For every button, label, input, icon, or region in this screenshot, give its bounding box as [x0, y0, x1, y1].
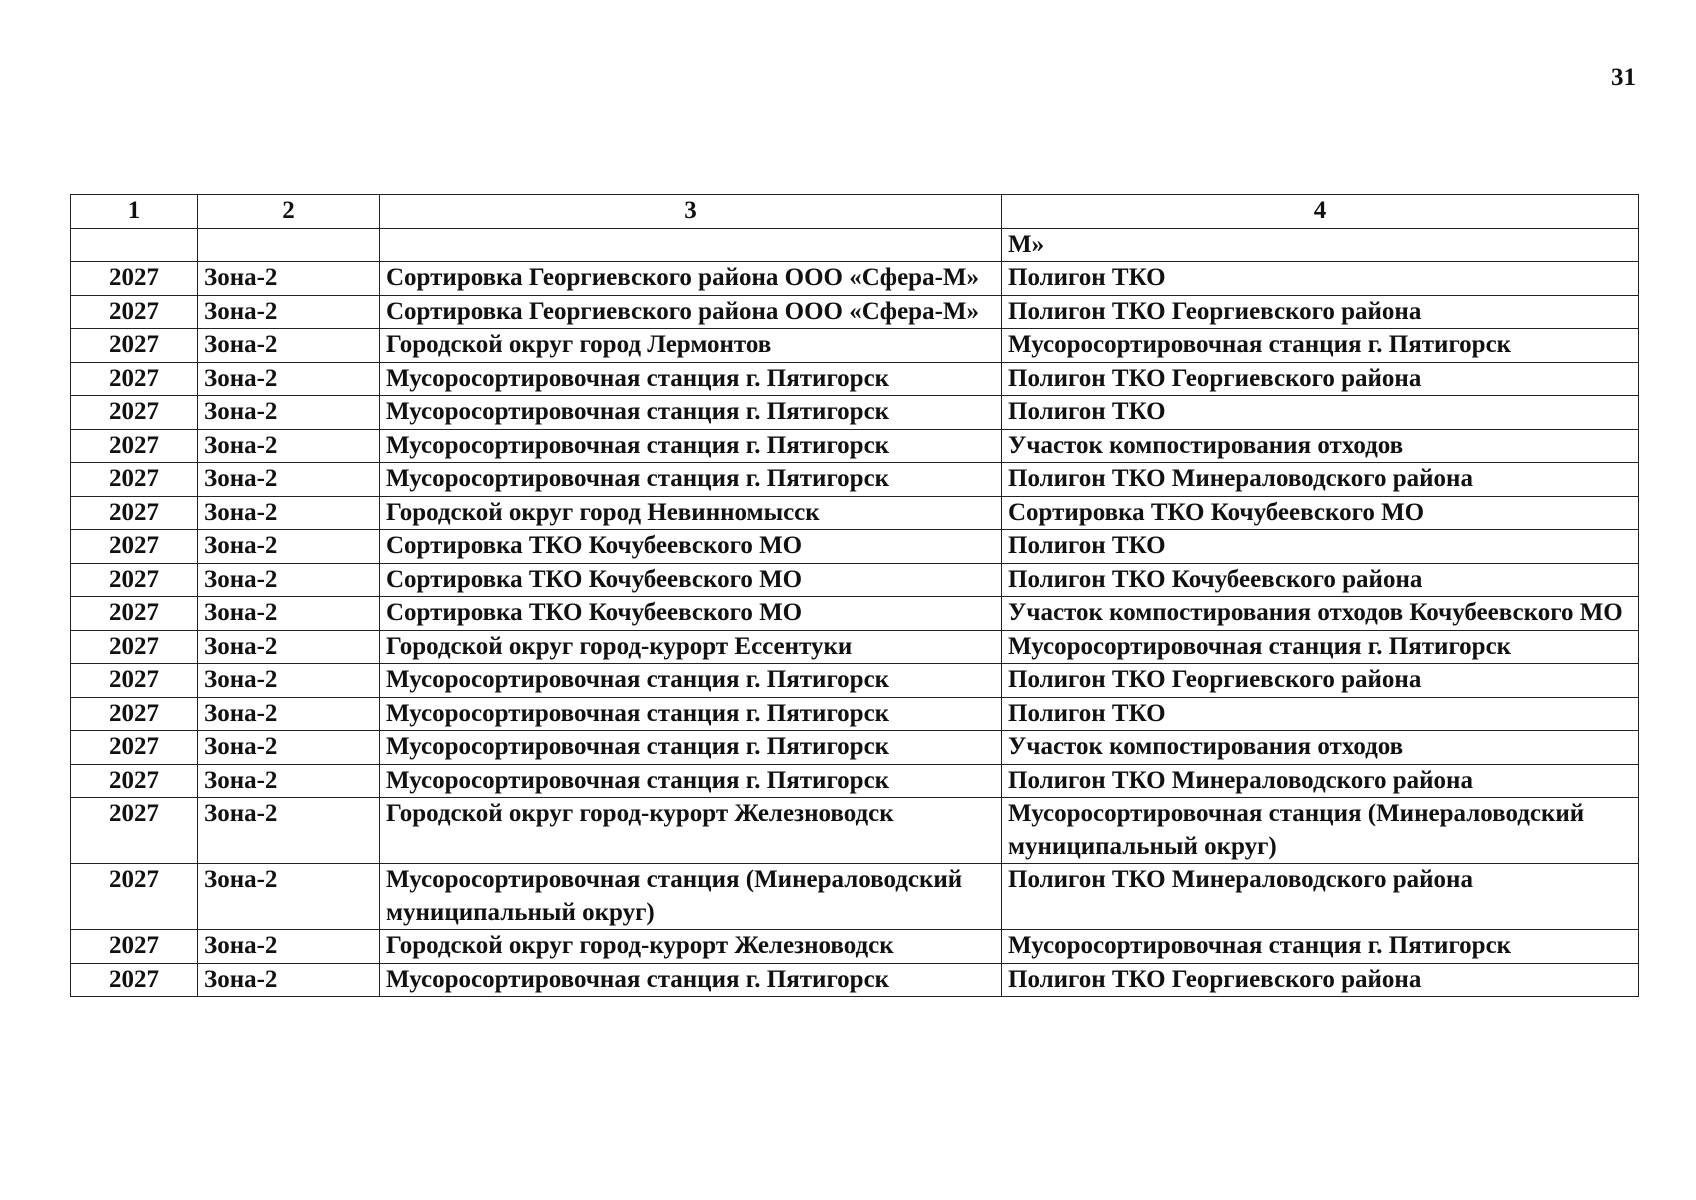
zone-cell: Зона-2 [198, 963, 380, 997]
source-cell: Мусоросортировочная станция г. Пятигорск [380, 731, 1002, 765]
zone-cell: Зона-2 [198, 630, 380, 664]
table-body [71, 228, 1639, 997]
year-cell [71, 228, 198, 262]
column-header-2: 2 [198, 195, 380, 229]
source-cell: Городской округ город-курорт Ессентуки [380, 630, 1002, 664]
year-cell: 2027 [71, 930, 198, 964]
destination-cell: Полигон ТКО Минераловодского района [1002, 463, 1639, 497]
destination-cell: Мусоросортировочная станция г. Пятигорск [1002, 329, 1639, 363]
destination-cell: М» [1002, 228, 1639, 262]
destination-cell: Полигон ТКО Минераловодского района [1002, 764, 1639, 798]
table-row [71, 295, 1639, 329]
table-row [71, 864, 1639, 930]
source-cell: Сортировка ТКО Кочубеевского МО [380, 530, 1002, 564]
destination-cell: Мусоросортировочная станция г. Пятигорск [1002, 630, 1639, 664]
destination-cell: Полигон ТКО Минераловодского района [1002, 864, 1639, 930]
source-cell: Сортировка Георгиевского района ООО «Сфера-М» [380, 295, 1002, 329]
destination-cell: Мусоросортировочная станция г. Пятигорск [1002, 930, 1639, 964]
table-row [71, 597, 1639, 631]
header-row [71, 195, 1639, 229]
source-cell: Мусоросортировочная станция г. Пятигорск [380, 463, 1002, 497]
zone-cell: Зона-2 [198, 530, 380, 564]
zone-cell: Зона-2 [198, 664, 380, 698]
year-cell: 2027 [71, 731, 198, 765]
year-cell: 2027 [71, 295, 198, 329]
table-row [71, 396, 1639, 430]
destination-cell: Полигон ТКО [1002, 396, 1639, 430]
zone-cell: Зона-2 [198, 731, 380, 765]
destination-cell: Полигон ТКО Георгиевского района [1002, 664, 1639, 698]
destination-cell: Полигон ТКО [1002, 530, 1639, 564]
zone-cell: Зона-2 [198, 563, 380, 597]
source-cell: Городской округ город-курорт Железноводск [380, 798, 1002, 864]
table-row [71, 262, 1639, 296]
waste-routes-table [70, 194, 1639, 997]
zone-cell: Зона-2 [198, 764, 380, 798]
table-row [71, 764, 1639, 798]
table-row [71, 563, 1639, 597]
zone-cell: Зона-2 [198, 930, 380, 964]
source-cell: Городской округ город-курорт Железноводск [380, 930, 1002, 964]
table-row [71, 930, 1639, 964]
source-cell: Городской округ город Невинномысск [380, 496, 1002, 530]
destination-cell: Полигон ТКО [1002, 262, 1639, 296]
year-cell: 2027 [71, 396, 198, 430]
table-header [71, 195, 1639, 229]
table-row [71, 463, 1639, 497]
source-cell: Сортировка ТКО Кочубеевского МО [380, 563, 1002, 597]
year-cell: 2027 [71, 764, 198, 798]
source-cell: Мусоросортировочная станция г. Пятигорск [380, 664, 1002, 698]
year-cell: 2027 [71, 864, 198, 930]
zone-cell: Зона-2 [198, 262, 380, 296]
zone-cell [198, 228, 380, 262]
year-cell: 2027 [71, 963, 198, 997]
source-cell: Мусоросортировочная станция г. Пятигорск [380, 362, 1002, 396]
table-row [71, 429, 1639, 463]
year-cell: 2027 [71, 664, 198, 698]
zone-cell: Зона-2 [198, 463, 380, 497]
zone-cell: Зона-2 [198, 329, 380, 363]
source-cell: Мусоросортировочная станция г. Пятигорск [380, 396, 1002, 430]
year-cell: 2027 [71, 630, 198, 664]
zone-cell: Зона-2 [198, 396, 380, 430]
table-row [71, 963, 1639, 997]
year-cell: 2027 [71, 798, 198, 864]
table-row [71, 664, 1639, 698]
table-row [71, 731, 1639, 765]
year-cell: 2027 [71, 362, 198, 396]
destination-cell: Участок компостирования отходов [1002, 731, 1639, 765]
destination-cell: Сортировка ТКО Кочубеевского МО [1002, 496, 1639, 530]
year-cell: 2027 [71, 429, 198, 463]
year-cell: 2027 [71, 530, 198, 564]
zone-cell: Зона-2 [198, 295, 380, 329]
source-cell: Мусоросортировочная станция г. Пятигорск [380, 697, 1002, 731]
source-cell [380, 228, 1002, 262]
destination-cell: Полигон ТКО Георгиевского района [1002, 295, 1639, 329]
destination-cell: Участок компостирования отходов Кочубеевского МО [1002, 597, 1639, 631]
column-header-4: 4 [1002, 195, 1639, 229]
source-cell: Сортировка Георгиевского района ООО «Сфера-М» [380, 262, 1002, 296]
destination-cell: Участок компостирования отходов [1002, 429, 1639, 463]
zone-cell: Зона-2 [198, 864, 380, 930]
table-row [71, 329, 1639, 363]
source-cell: Городской округ город Лермонтов [380, 329, 1002, 363]
year-cell: 2027 [71, 697, 198, 731]
column-header-3: 3 [380, 195, 1002, 229]
source-cell: Мусоросортировочная станция г. Пятигорск [380, 429, 1002, 463]
source-cell: Мусоросортировочная станция (Минераловодский муниципальный округ) [380, 864, 1002, 930]
year-cell: 2027 [71, 563, 198, 597]
table-row [71, 530, 1639, 564]
table-row [71, 697, 1639, 731]
zone-cell: Зона-2 [198, 496, 380, 530]
source-cell: Мусоросортировочная станция г. Пятигорск [380, 963, 1002, 997]
zone-cell: Зона-2 [198, 362, 380, 396]
destination-cell: Полигон ТКО Георгиевского района [1002, 362, 1639, 396]
year-cell: 2027 [71, 496, 198, 530]
zone-cell: Зона-2 [198, 697, 380, 731]
table-row [71, 630, 1639, 664]
zone-cell: Зона-2 [198, 597, 380, 631]
table-row [71, 228, 1639, 262]
column-header-1: 1 [71, 195, 198, 229]
zone-cell: Зона-2 [198, 798, 380, 864]
year-cell: 2027 [71, 262, 198, 296]
source-cell: Сортировка ТКО Кочубеевского МО [380, 597, 1002, 631]
source-cell: Мусоросортировочная станция г. Пятигорск [380, 764, 1002, 798]
year-cell: 2027 [71, 329, 198, 363]
table-row [71, 798, 1639, 864]
page-number: 31 [1611, 64, 1636, 91]
table-row [71, 362, 1639, 396]
zone-cell: Зона-2 [198, 429, 380, 463]
destination-cell: Полигон ТКО Георгиевского района [1002, 963, 1639, 997]
table-row [71, 496, 1639, 530]
destination-cell: Мусоросортировочная станция (Минераловодский муниципальный округ) [1002, 798, 1639, 864]
year-cell: 2027 [71, 463, 198, 497]
destination-cell: Полигон ТКО [1002, 697, 1639, 731]
destination-cell: Полигон ТКО Кочубеевского района [1002, 563, 1639, 597]
year-cell: 2027 [71, 597, 198, 631]
